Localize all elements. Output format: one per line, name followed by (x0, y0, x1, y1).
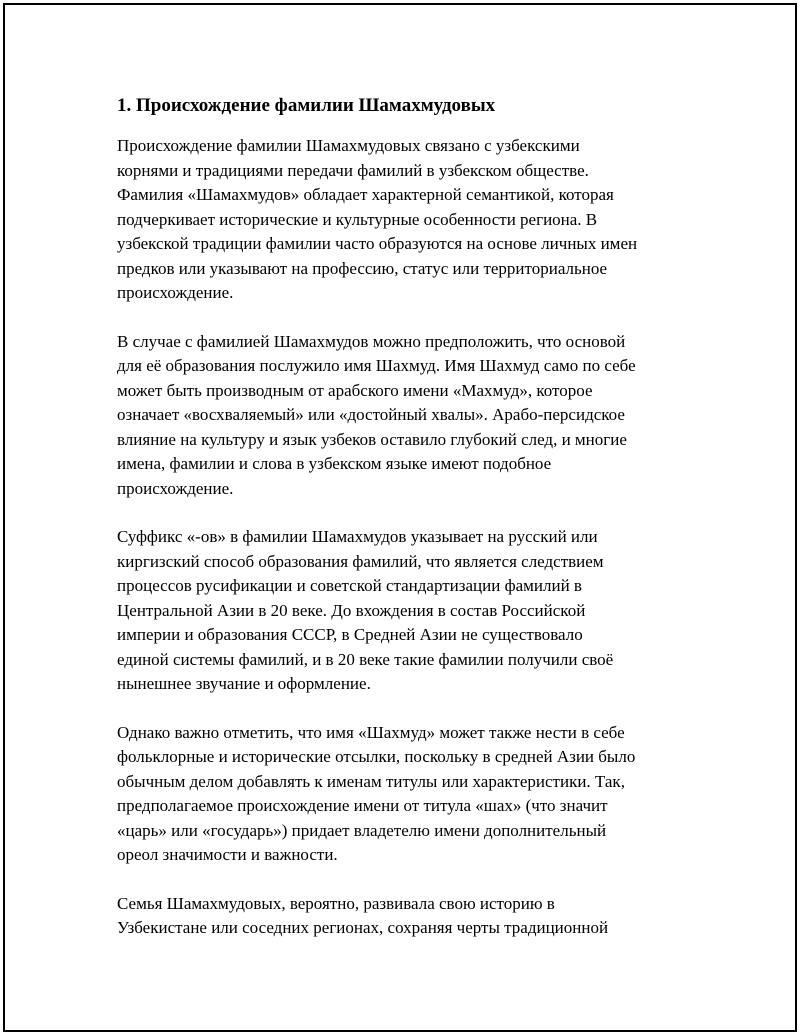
body-paragraph (117, 134, 697, 306)
paragraph-line: означает «восхваляемый» или «достойный хвалы». Арабо-персидское (117, 405, 625, 424)
body-paragraph (117, 525, 697, 697)
paragraph-line: может быть производным от арабского имени «Махмуд», которое (117, 380, 593, 400)
paragraph-line: предполагаемое происхождение имени от титула «шах» (что значит (117, 796, 608, 815)
paragraph-line: нынешнее звучание и оформление. (117, 674, 371, 693)
paragraph-line: Центральной Азии в 20 веке. До вхождения в состав Российской (117, 600, 586, 620)
paragraph-line: В случае с фамилией Шамахмудов можно предположить, что основой (117, 331, 626, 351)
body-paragraph (117, 330, 697, 502)
paragraph-line: Происхождение фамилии Шамахмудовых связано с узбекскими (117, 136, 580, 155)
paragraph-line: предков или указывают на профессию, статус или территориальное (117, 258, 608, 278)
paragraph-line: киргизский способ образования фамилий, что является следствием (117, 551, 604, 571)
paragraph-line: подчеркивает исторические и культурные особенности региона. В (117, 209, 598, 229)
paragraph-line: фольклорные и исторические отсылки, поскольку в средней Азии было (117, 747, 636, 766)
paragraph-line: Фамилия «Шамахмудов» обладает характерной семантикой, которая (117, 185, 614, 204)
paragraph-line: единой системы фамилий, и в 20 веке такие фамилии получили своё (117, 649, 614, 669)
paragraph-line: для её образования послужило имя Шахмуд. Имя Шахмуд само по себе (117, 356, 636, 375)
body-paragraph (117, 892, 697, 941)
paragraph-line: происхождение. (117, 478, 234, 498)
paragraph-line: процессов русификации и советской стандартизации фамилий в (117, 576, 582, 595)
paragraph-line: обычным делом добавлять к именам титулы или характеристики. Так, (117, 771, 625, 791)
body-paragraph (117, 721, 697, 868)
paragraph-line: ореол значимости и важности. (117, 845, 338, 864)
paragraph-line: Узбекистане или соседних регионах, сохраняя черты традиционной (117, 918, 609, 937)
paragraph-line: Семья Шамахмудовых, вероятно, развивала свою историю в (117, 893, 555, 913)
section-heading: 1. Происхождение фамилии Шамахмудовых (117, 95, 496, 116)
document-body (117, 91, 697, 965)
paragraph-line: Суффикс «-ов» в фамилии Шамахмудов указывает на русский или (117, 527, 598, 546)
paragraph-line: происхождение. (117, 283, 234, 302)
paragraph-line: узбекской традиции фамилии часто образуются на основе личных имен (117, 234, 638, 253)
paragraph-line: имена, фамилии и слова в узбекском языке имеют подобное (117, 454, 552, 473)
paragraph-line: империи и образования СССР, в Средней Азии не существовало (117, 625, 583, 644)
paragraph-line: «царь» или «государь») придает владетелю имени дополнительный (117, 820, 607, 840)
paragraph-line: корнями и традициями передачи фамилий в узбекском обществе. (117, 160, 589, 180)
paragraph-line: Однако важно отметить, что имя «Шахмуд» может также нести в себе (117, 722, 625, 742)
paragraph-line: влияние на культуру и язык узбеков оставило глубокий след, и многие (117, 429, 627, 449)
paragraph-list (117, 134, 697, 941)
